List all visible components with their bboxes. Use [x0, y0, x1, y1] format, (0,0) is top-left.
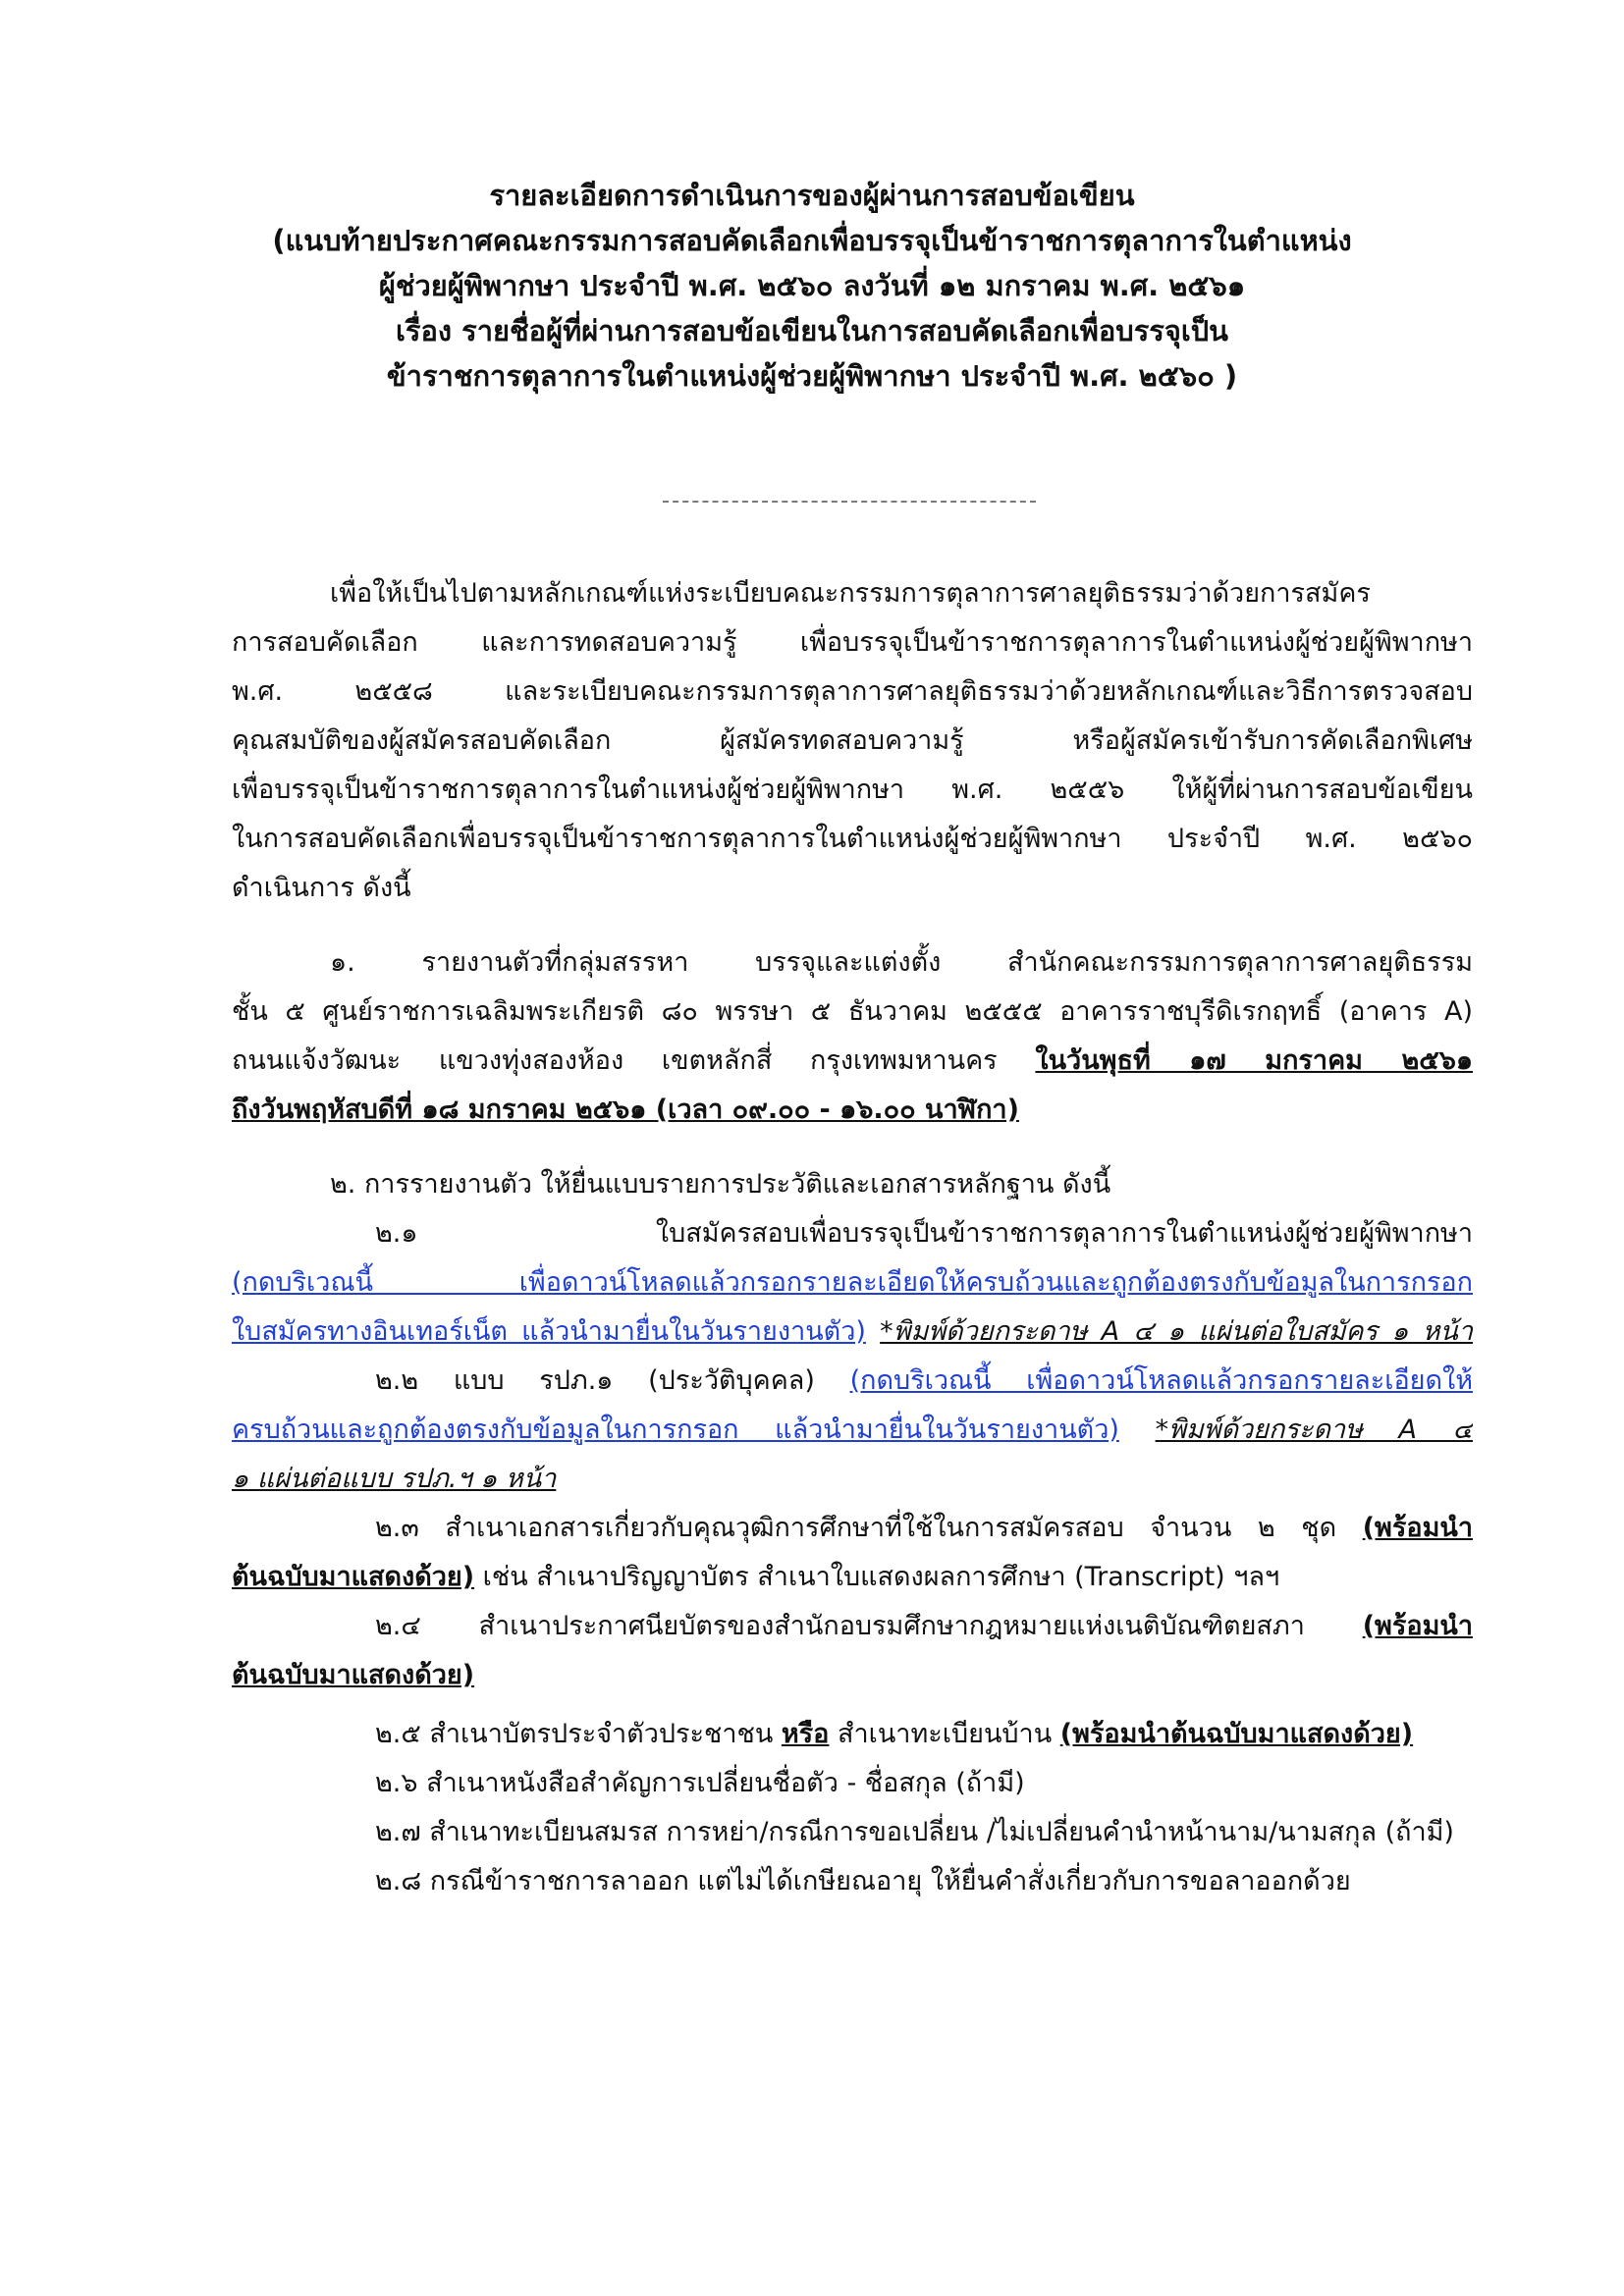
item2-3-line	[232, 1553, 1473, 1602]
intro-line: ในการสอบคัดเลือกเพื่อบรรจุเป็นข้าราชการตุลาการในตำแหน่งผู้ช่วยผู้พิพากษา ประจำปี พ.ศ. ๒๕๖๐	[232, 824, 1473, 854]
download-personal-record-link[interactable]: ครบถ้วนและถูกต้องตรงกับข้อมูลในการกรอก แล้วนำมายื่นในวันรายงานตัว)	[232, 1415, 1119, 1445]
intro-line: ดำเนินการ ดังนี้	[232, 873, 411, 903]
print-note: *พิมพ์ด้วยกระดาษ A ๔ ๑ แผ่นต่อใบสมัคร ๑ หน้า	[880, 1316, 1473, 1347]
item2-1-link-line	[232, 1308, 1473, 1357]
bring-original-note: (พร้อมนำ	[1362, 1611, 1473, 1641]
bring-original-note: (พร้อมนำต้นฉบับมาแสดงด้วย)	[1059, 1719, 1414, 1749]
item2-7-line: ๒.๗ สำเนาทะเบียนสมรส การหย่า/กรณีการขอเปลี่ยน /ไม่เปลี่ยนคำนำหน้านาม/นามสกุล (ถ้ามี)	[375, 1817, 1454, 1847]
intro-line: เพื่อให้เป็นไปตามหลักเกณฑ์แห่งระเบียบคณะกรรมการตุลาการศาลยุติธรรมว่าด้วยการสมัคร	[330, 578, 1371, 609]
download-application-form-link[interactable]: ใบสมัครทางอินเทอร์เน็ต แล้วนำมายื่นในวันรายงานตัว)	[232, 1316, 866, 1347]
item2-5-line	[232, 1710, 1473, 1759]
bring-original-note: ต้นฉบับมาแสดงด้วย)	[232, 1562, 475, 1592]
intro-line: คุณสมบัติของผู้สมัครสอบคัดเลือก ผู้สมัครทดสอบความรู้ หรือผู้สมัครเข้ารับการคัดเลือกพิเศษ	[232, 725, 1473, 756]
item2-3-line	[232, 1504, 1473, 1553]
item2-1-link-line	[232, 1258, 1473, 1308]
print-note: *พิมพ์ด้วยกระดาษ A ๔	[1155, 1415, 1473, 1445]
item1-address: ถนนแจ้งวัฒนะ แขวงทุ่งสองห้อง เขตหลักสี่ กรุงเทพมหานคร	[232, 1045, 1036, 1076]
item2-1-text: ๒.๑ ใบสมัครสอบเพื่อบรรจุเป็นข้าราชการตุลาการในตำแหน่งผู้ช่วยผู้พิพากษา	[375, 1218, 1473, 1249]
document-header	[0, 173, 1624, 399]
item1-line: ๑. รายงานตัวที่กลุ่มสรรหา บรรจุและแต่งตั้ง สำนักคณะกรรมการตุลาการศาลยุติธรรม	[330, 947, 1473, 978]
item2-2-line	[232, 1406, 1473, 1455]
item2-2-line	[232, 1455, 1473, 1504]
download-personal-record-link[interactable]: (กดบริเวณนี้ เพื่อดาวน์โหลดแล้วกรอกรายละเอียดให้	[849, 1365, 1473, 1396]
item2-3-text: ๒.๓ สำเนาเอกสารเกี่ยวกับคุณวุฒิการศึกษาที่ใช้ในการสมัครสอบ จำนวน ๒ ชุด	[375, 1513, 1363, 1543]
item1-line: ชั้น ๕ ศูนย์ราชการเฉลิมพระเกียรติ ๘๐ พรรษา ๕ ธันวาคม ๒๕๕๕ อาคารราชบุรีดิเรกฤทธิ์ (อาคาร A)	[232, 996, 1473, 1027]
item2-6-line: ๒.๖ สำเนาหนังสือสำคัญการเปลี่ยนชื่อตัว - ชื่อสกุล (ถ้ามี)	[375, 1768, 1025, 1798]
bring-original-note: (พร้อมนำ	[1362, 1513, 1473, 1543]
intro-line: การสอบคัดเลือก และการทดสอบความรู้ เพื่อบรรจุเป็นข้าราชการตุลาการในตำแหน่งผู้ช่วยผู้พิพากษา	[232, 627, 1473, 658]
download-application-form-link[interactable]: (กดบริเวณนี้ เพื่อดาวน์โหลดแล้วกรอกรายละเอียดให้ครบถ้วนและถูกต้องตรงกับข้อมูลในการกรอก	[232, 1267, 1473, 1298]
item2-5-text2: สำเนาทะเบียนบ้าน	[829, 1719, 1060, 1749]
reporting-end-date: ถึงวันพฤหัสบดีที่ ๑๘ มกราคม ๒๕๖๑ (เวลา ๐๙.๐๐ - ๑๖.๐๐ นาฬิกา)	[232, 1095, 1019, 1125]
header-subtitle-line: (แนบท้ายประกาศคณะกรรมการสอบคัดเลือกเพื่อบรรจุเป็นข้าราชการตุลาการในตำแหน่ง	[272, 224, 1352, 257]
item2-4-text: ๒.๔ สำเนาประกาศนียบัตรของสำนักอบรมศึกษากฎหมายแห่งเนติบัณฑิตยสภา	[375, 1611, 1363, 1641]
intro-line: พ.ศ. ๒๕๕๘ และระเบียบคณะกรรมการตุลาการศาลยุติธรรมว่าด้วยหลักเกณฑ์และวิธีการตรวจสอบ	[232, 676, 1473, 707]
item2-5-text: ๒.๕ สำเนาบัตรประจำตัวประชาชน	[375, 1719, 782, 1749]
item2-8-line: ๒.๘ กรณีข้าราชการลาออก แต่ไม่ได้เกษียณอายุ ให้ยื่นคำสั่งเกี่ยวกับการขอลาออกด้วย	[375, 1866, 1351, 1896]
header-subtitle-line: เรื่อง รายชื่อผู้ที่ผ่านการสอบข้อเขียนในการสอบคัดเลือกเพื่อบรรจุเป็น	[395, 314, 1229, 347]
dashed-divider	[663, 501, 1036, 503]
document-body	[232, 569, 1473, 1906]
header-title: รายละเอียดการดำเนินการของผู้ผ่านการสอบข้อเขียน	[489, 179, 1135, 212]
item2-3-examples: เช่น สำเนาปริญญาบัตร สำเนาใบแสดงผลการศึกษา (Transcript) ฯลฯ	[474, 1562, 1280, 1592]
header-subtitle-line: ผู้ช่วยผู้พิพากษา ประจำปี พ.ศ. ๒๕๖๐ ลงวันที่ ๑๒ มกราคม พ.ศ. ๒๕๖๑	[378, 269, 1246, 302]
item2-2-line	[232, 1357, 1473, 1406]
item2-heading: ๒. การรายงานตัว ให้ยื่นแบบรายการประวัติและเอกสารหลักฐาน ดังนี้	[330, 1169, 1111, 1200]
or-keyword: หรือ	[781, 1719, 830, 1749]
item1-line	[232, 1037, 1473, 1086]
header-subtitle-line: ข้าราชการตุลาการในตำแหน่งผู้ช่วยผู้พิพากษา ประจำปี พ.ศ. ๒๕๖๐ )	[386, 359, 1238, 393]
item2-4-line	[232, 1602, 1473, 1651]
intro-line: เพื่อบรรจุเป็นข้าราชการตุลาการในตำแหน่งผู้ช่วยผู้พิพากษา พ.ศ. ๒๕๕๖ ให้ผู้ที่ผ่านการสอบข้อเขียน	[232, 774, 1473, 805]
bring-original-note: ต้นฉบับมาแสดงด้วย)	[232, 1660, 475, 1690]
reporting-start-date: ในวันพุธที่ ๑๗ มกราคม ๒๕๖๑	[1035, 1045, 1473, 1076]
print-note: ๑ แผ่นต่อแบบ รปภ.ฯ ๑ หน้า	[232, 1464, 557, 1494]
item2-2-text: ๒.๒ แบบ รปภ.๑ (ประวัติบุคคล)	[375, 1365, 850, 1396]
item2-4-line	[232, 1651, 1473, 1700]
